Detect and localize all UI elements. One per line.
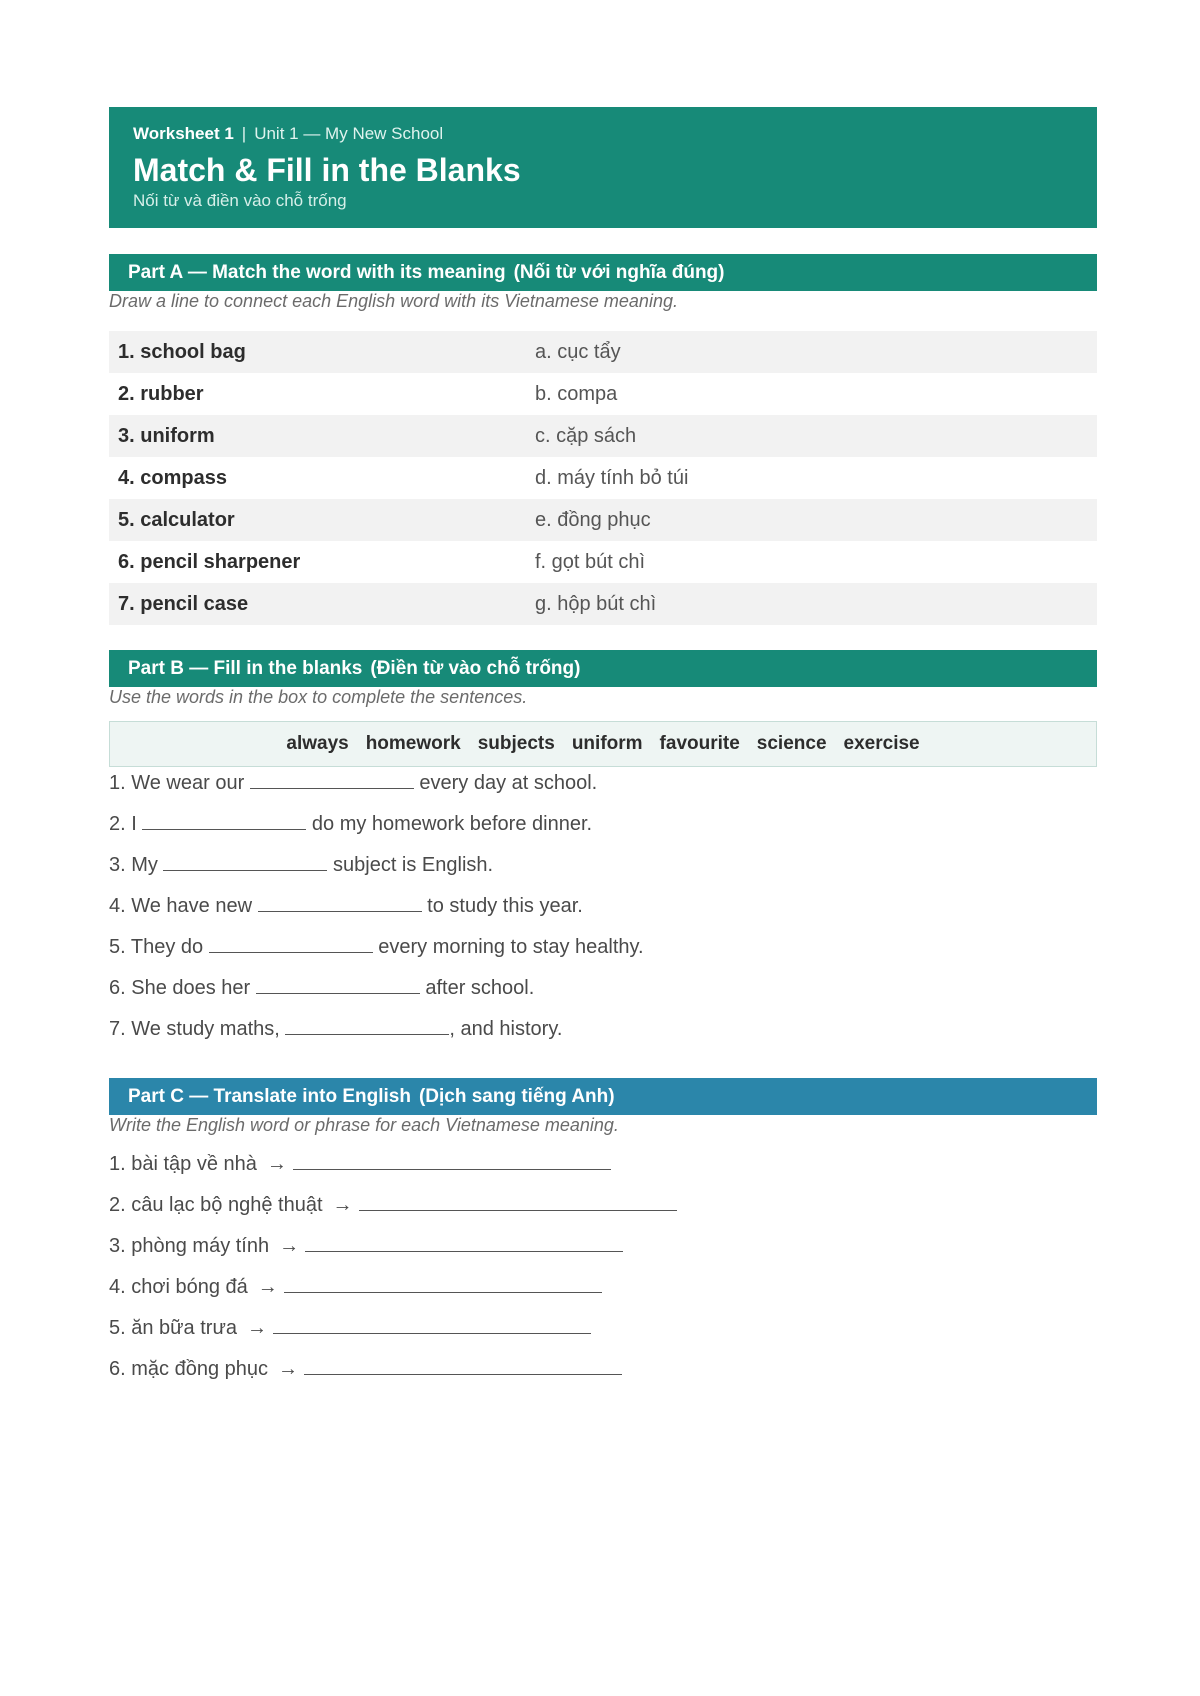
word-box-item: always xyxy=(286,733,349,754)
english-word: 3. uniform xyxy=(118,424,215,447)
english-word: 6. pencil sharpener xyxy=(118,550,301,573)
sentence xyxy=(109,811,644,852)
answer-blank[interactable] xyxy=(359,1192,677,1211)
sentence-start: 5. They do xyxy=(109,936,209,958)
vietnamese-phrase: 5. ăn bữa trưa xyxy=(109,1317,237,1339)
answer-blank[interactable] xyxy=(258,893,422,912)
sentence xyxy=(109,975,644,1016)
header-divider: | xyxy=(241,124,247,143)
sentence-start: 3. My xyxy=(109,854,164,876)
vietnamese-phrase: 2. câu lạc bộ nghệ thuật xyxy=(109,1194,323,1216)
word-box-item: uniform xyxy=(571,733,643,754)
sentence-start: 1. We wear our xyxy=(109,772,250,794)
sentence-end: every morning to stay healthy. xyxy=(372,936,644,958)
match-row xyxy=(109,499,1097,541)
answer-blank[interactable] xyxy=(142,811,306,830)
sentence-end: , and history. xyxy=(449,1018,563,1040)
sentence-start: 2. I xyxy=(109,813,143,835)
match-row xyxy=(109,373,1097,415)
answer-blank[interactable] xyxy=(293,1151,611,1170)
translation-item xyxy=(109,1233,677,1274)
worksheet-header xyxy=(109,107,1097,228)
sentence xyxy=(109,893,644,934)
word-box-item: favourite xyxy=(659,733,740,754)
vietnamese-meaning: e. đồng phục xyxy=(535,508,651,531)
translation-item xyxy=(109,1151,677,1192)
sentence-list xyxy=(109,770,644,1057)
translation-item xyxy=(109,1274,677,1315)
part-c-title-vn: (Dịch sang tiếng Anh) xyxy=(418,1086,615,1107)
unit-label: Unit 1 — My New School xyxy=(254,124,444,143)
answer-blank[interactable] xyxy=(273,1315,591,1334)
match-row xyxy=(109,583,1097,625)
answer-blank[interactable] xyxy=(304,1356,622,1375)
sentence-end: do my homework before dinner. xyxy=(306,813,593,835)
page-title: Match & Fill in the Blanks xyxy=(133,152,521,188)
part-c-title: Part C — Translate into English xyxy=(128,1086,411,1107)
translation-list xyxy=(109,1151,677,1397)
page-subtitle: Nối từ và điền vào chỗ trống xyxy=(133,191,347,210)
word-box-item: science xyxy=(756,733,827,754)
answer-blank[interactable] xyxy=(305,1233,623,1252)
vietnamese-meaning: c. cặp sách xyxy=(535,424,637,447)
sentence-start: 6. She does her xyxy=(109,977,256,999)
sentence xyxy=(109,770,644,811)
answer-blank[interactable] xyxy=(285,1016,449,1035)
vietnamese-meaning: a. cục tẩy xyxy=(535,340,621,363)
arrow-icon: → xyxy=(279,1235,300,1257)
part-c-instruction: Write the English word or phrase for each Vietnamese meaning. xyxy=(109,1115,619,1135)
vietnamese-phrase: 6. mặc đồng phục xyxy=(109,1358,268,1380)
sentence xyxy=(109,1016,644,1057)
vietnamese-phrase: 4. chơi bóng đá xyxy=(109,1276,248,1298)
match-table xyxy=(109,331,1097,625)
translation-item xyxy=(109,1315,677,1356)
answer-blank[interactable] xyxy=(163,852,327,871)
match-row xyxy=(109,457,1097,499)
english-word: 2. rubber xyxy=(118,382,204,405)
match-row xyxy=(109,415,1097,457)
english-word: 5. calculator xyxy=(118,508,235,531)
answer-blank[interactable] xyxy=(284,1274,602,1293)
part-c-heading xyxy=(109,1078,1097,1115)
arrow-icon: → xyxy=(246,1317,267,1339)
word-box xyxy=(109,721,1097,767)
part-a-instruction: Draw a line to connect each English word with its Vietnamese meaning. xyxy=(109,291,678,311)
part-b-instruction: Use the words in the box to complete the sentences. xyxy=(109,687,528,707)
sentence-start: 4. We have new xyxy=(109,895,258,917)
part-a-title-vn: (Nối từ với nghĩa đúng) xyxy=(513,262,725,283)
english-word: 4. compass xyxy=(118,466,227,489)
part-b-title: Part B — Fill in the blanks xyxy=(128,658,363,679)
match-row xyxy=(109,541,1097,583)
arrow-icon: → xyxy=(257,1276,278,1298)
answer-blank[interactable] xyxy=(256,975,420,994)
english-word: 7. pencil case xyxy=(118,592,249,615)
vietnamese-meaning: b. compa xyxy=(535,382,618,405)
translation-item xyxy=(109,1356,677,1397)
part-a-title: Part A — Match the word with its meaning xyxy=(128,262,506,283)
answer-blank[interactable] xyxy=(250,770,414,789)
vietnamese-meaning: f. gọt bút chì xyxy=(535,550,646,573)
worksheet-number: Worksheet 1 xyxy=(133,124,234,143)
part-a-heading xyxy=(109,254,1097,291)
vietnamese-meaning: d. máy tính bỏ túi xyxy=(535,466,689,489)
sentence xyxy=(109,852,644,893)
arrow-icon: → xyxy=(266,1153,287,1175)
arrow-icon: → xyxy=(332,1194,353,1216)
sentence xyxy=(109,934,644,975)
sentence-end: every day at school. xyxy=(413,772,598,794)
sentence-end: subject is English. xyxy=(327,854,494,876)
translation-item xyxy=(109,1192,677,1233)
match-row xyxy=(109,331,1097,373)
vietnamese-phrase: 3. phòng máy tính xyxy=(109,1235,270,1257)
word-box-item: exercise xyxy=(843,733,920,754)
part-b-heading xyxy=(109,650,1097,687)
part-b-title-vn: (Điền từ vào chỗ trống) xyxy=(370,658,581,679)
sentence-end: after school. xyxy=(419,977,535,999)
sentence-end: to study this year. xyxy=(421,895,583,917)
answer-blank[interactable] xyxy=(209,934,373,953)
vietnamese-phrase: 1. bài tập về nhà xyxy=(109,1153,257,1175)
arrow-icon: → xyxy=(278,1358,298,1380)
header-meta xyxy=(133,124,1073,148)
english-word: 1. school bag xyxy=(118,340,246,363)
word-box-item: homework xyxy=(365,733,461,754)
sentence-start: 7. We study maths, xyxy=(109,1018,286,1040)
word-box-item: subjects xyxy=(477,733,555,754)
vietnamese-meaning: g. hộp bút chì xyxy=(535,592,657,615)
